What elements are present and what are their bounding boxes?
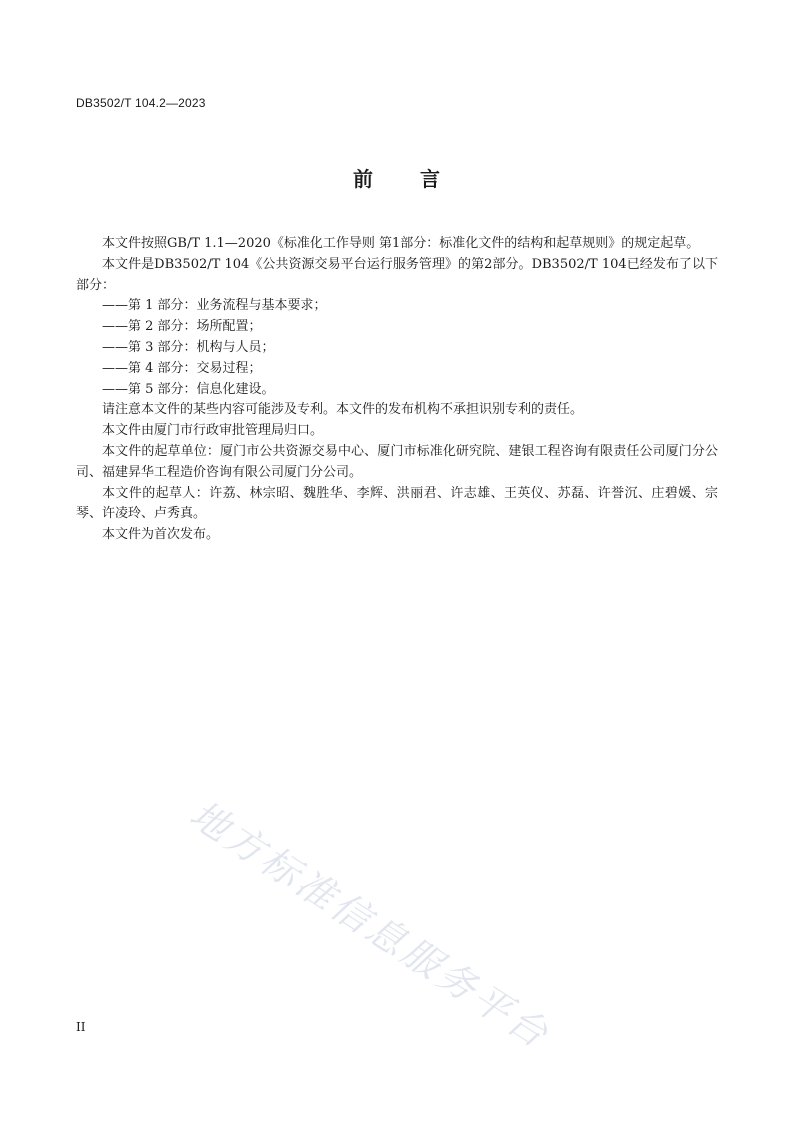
foreword-body	[76, 234, 718, 546]
list-item-part-5: ——第 5 部分：信息化建设。	[102, 381, 275, 397]
page-number: II	[76, 1020, 86, 1034]
page-title: 前 言	[353, 167, 460, 191]
paragraph-standard-basis: 本文件按照GB/T 1.1—2020《标准化工作导则 第1部分：标准化文件的结构和起草规则》的规定起草。	[102, 236, 700, 251]
paragraph-first-release: 本文件为首次发布。	[102, 527, 220, 543]
paragraph-drafters: 本文件的起草人：许荔、林宗昭、魏胜华、李辉、洪丽君、许志雄、王英仪、苏磊、许誉沉、庄碧媛、宗琴、许凌玲、卢秀真。	[76, 485, 718, 522]
document-code: DB3502/T 104.2—2023	[76, 96, 206, 110]
list-item-part-4: ——第 4 部分：交易过程；	[102, 360, 262, 376]
list-item-part-1: ——第 1 部分：业务流程与基本要求；	[102, 298, 327, 314]
paragraph-series-intro: 本文件是DB3502/T 104《公共资源交易平台运行服务管理》的第2部分。DB3502/T 104已经发布了以下部分：	[76, 256, 718, 293]
paragraph-patent-notice: 请注意本文件的某些内容可能涉及专利。本文件的发布机构不承担识别专利的责任。	[102, 402, 584, 418]
list-item-part-2: ——第 2 部分：场所配置；	[102, 319, 262, 335]
paragraph-drafting-units: 本文件的起草单位：厦门市公共资源交易中心、厦门市标准化研究院、建银工程咨询有限责任公司厦门分公司、福建昇华工程造价咨询有限公司厦门分公司。	[76, 443, 718, 480]
list-item-part-3: ——第 3 部分：机构与人员；	[102, 339, 275, 355]
paragraph-responsible-body: 本文件由厦门市行政审批管理局归口。	[102, 423, 324, 439]
watermark: 地方标准信息服务平台	[182, 791, 559, 1058]
